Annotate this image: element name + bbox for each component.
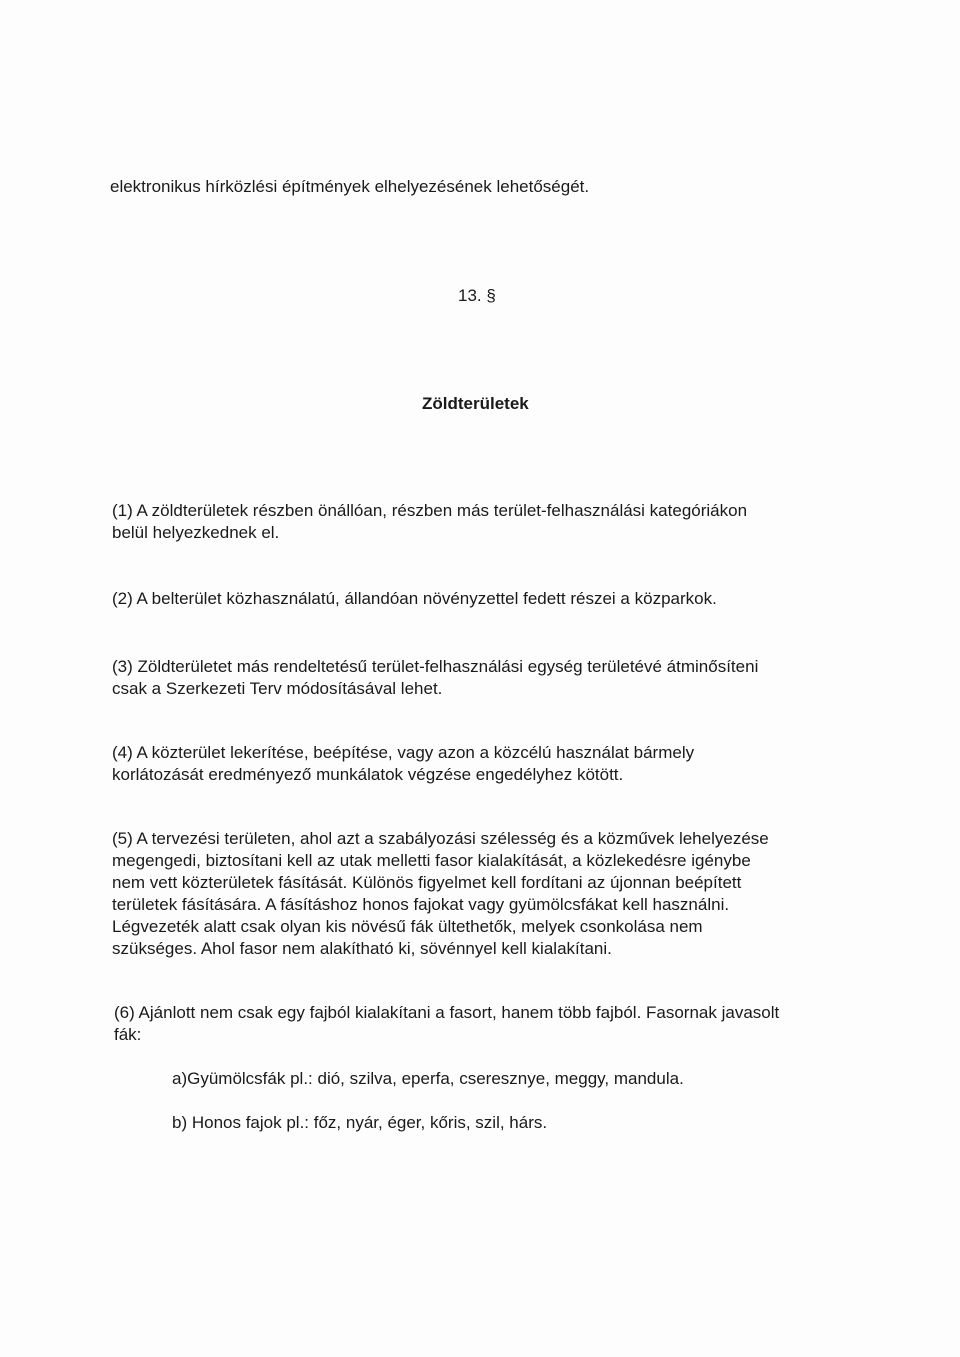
paragraph-line: korlátozását eredményező munkálatok végzése engedélyhez kötött. — [112, 765, 624, 784]
list-item-native-species — [172, 1112, 547, 1134]
paragraph-line: csak a Szerkezeti Terv módosításával lehet. — [112, 679, 443, 698]
list-item: a)Gyümölcsfák pl.: dió, szilva, eperfa, cseresznye, meggy, mandula. — [172, 1069, 684, 1088]
paragraph-6 — [114, 1002, 779, 1046]
paragraph-4 — [112, 742, 694, 786]
list-item: b) Honos fajok pl.: főz, nyár, éger, kőris, szil, hárs. — [172, 1113, 548, 1132]
paragraph-1 — [112, 500, 747, 544]
paragraph-line: Légvezeték alatt csak olyan kis növésű fák ültethetők, melyek csonkolása nem — [112, 917, 703, 936]
paragraph-line: megengedi, biztosítani kell az utak melletti fasor kialakítását, a közlekedésre igénybe — [112, 851, 751, 870]
paragraph-line: területek fásítására. A fásításhoz honos fajokat vagy gyümölcsfákat kell használni. — [112, 895, 730, 914]
paragraph-line: szükséges. Ahol fasor nem alakítható ki, sövénnyel kell kialakítani. — [112, 939, 612, 958]
paragraph-2 — [112, 588, 717, 610]
paragraph-line: (4) A közterület lekerítése, beépítése, vagy azon a közcélú használat bármely — [112, 743, 695, 762]
intro-text: elektronikus hírközlési építmények elhelyezésének lehetőségét. — [110, 177, 590, 196]
paragraph-line: (5) A tervezési területen, ahol azt a szabályozási szélesség és a közművek lehelyezése — [112, 829, 769, 848]
paragraph-line: belül helyezkednek el. — [112, 523, 280, 542]
paragraph-line: nem vett közterületek fásítását. Különös figyelmet kell fordítani az újonnan beépített — [112, 873, 742, 892]
paragraph-5 — [112, 828, 769, 960]
section-title: Zöldterületek — [422, 394, 529, 413]
intro-line — [110, 176, 589, 198]
paragraph-3 — [112, 656, 758, 700]
paragraph-line: (6) Ajánlott nem csak egy fajból kialakítani a fasort, hanem több fajból. Fasornak javasolt — [114, 1003, 780, 1022]
paragraph-line: (2) A belterület közhasználatú, állandóan növényzettel fedett részei a közparkok. — [112, 589, 717, 608]
section-number: 13. § — [458, 286, 496, 305]
list-item-fruit-trees — [172, 1068, 684, 1090]
paragraph-line: (3) Zöldterületet más rendeltetésű terület-felhasználási egység területévé átminősíteni — [112, 657, 759, 676]
paragraph-line: (1) A zöldterületek részben önállóan, részben más terület-felhasználási kategóriákon — [112, 501, 748, 520]
paragraph-line: fák: — [114, 1025, 142, 1044]
